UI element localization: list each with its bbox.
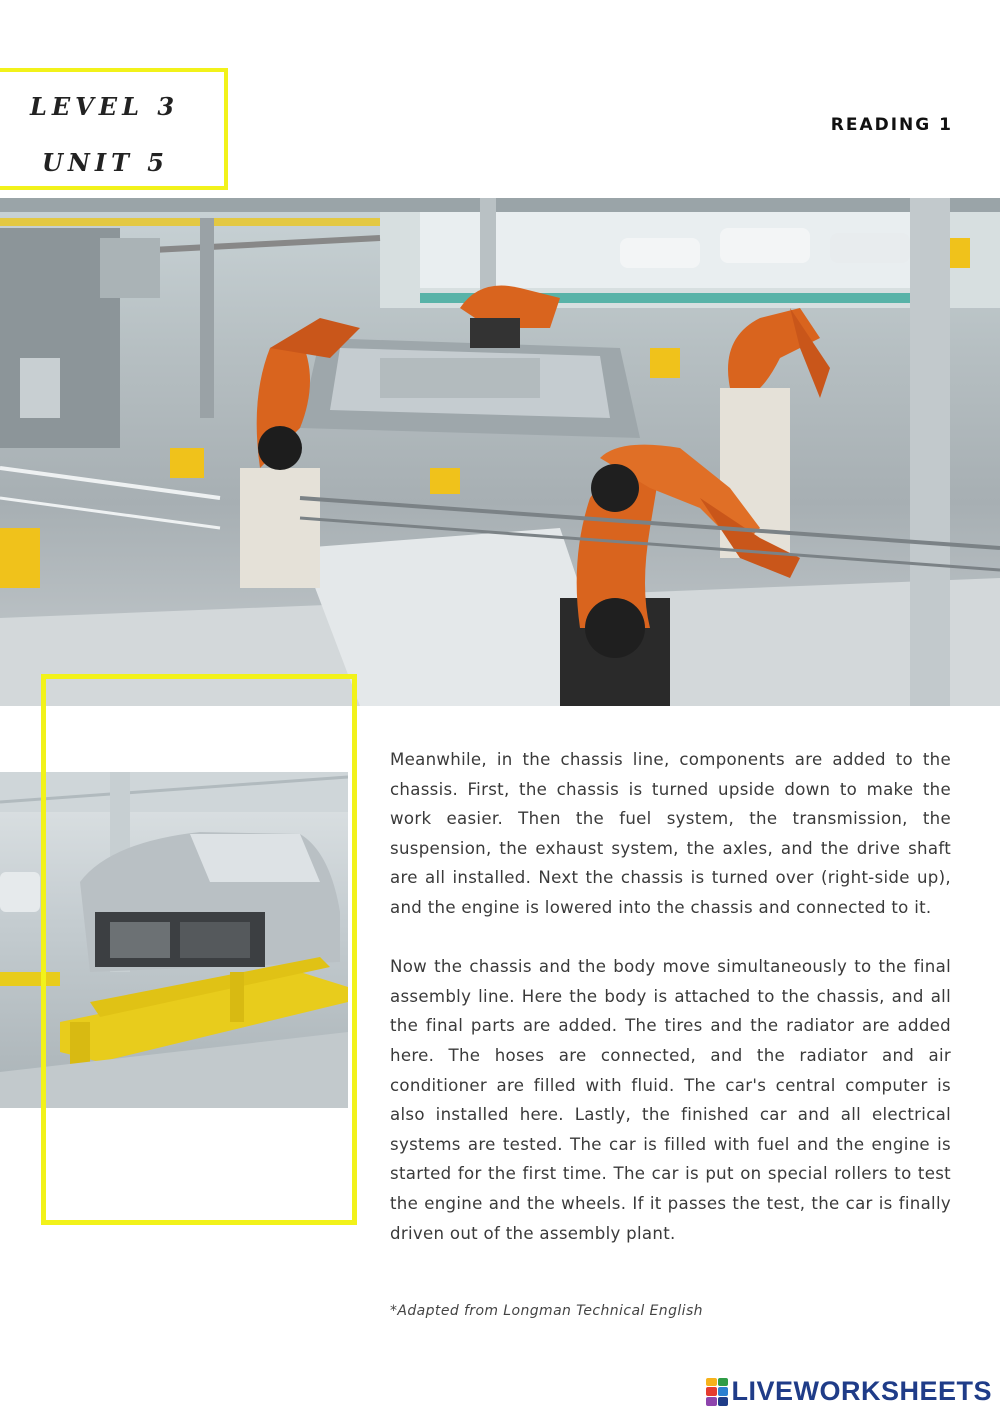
unit-label: UNIT 5 (42, 148, 170, 177)
level-label: LEVEL 3 (30, 92, 180, 121)
chassis-illustration (0, 772, 348, 1108)
factory-illustration (0, 198, 1000, 706)
article-body (390, 745, 951, 1278)
article-paragraph-2: Now the chassis and the body move simultaneously to the final assembly line. Here the body is attached to the chassis, and all the final parts are added. The tires and the radiator are added here. The hoses are connected, and the radiator and air conditioner are filled with fluid. The car's central computer is also installed here. Lastly, the finished car and all electrical systems are tested. The car is filled with fuel and the engine is started for the first time. The car is put on special rollers to test the engine and the wheels. If it passes the test, the car is finally driven out of the assembly plant. (390, 957, 951, 1243)
level-unit-box (0, 68, 228, 190)
source-note: *Adapted from Longman Technical English (390, 1303, 703, 1319)
liveworksheets-brand[interactable] (706, 1376, 992, 1407)
liveworksheets-logo-icon (706, 1378, 728, 1406)
chassis-assembly-image (0, 772, 348, 1108)
reading-label: READING 1 (830, 115, 953, 135)
article-paragraph-1: Meanwhile, in the chassis line, components are added to the chassis. First, the chassis is turned upside down to make the work easier. Then the fuel system, the transmission, the suspension, the exhaust system, the axles, and the drive shaft are all installed. Next the chassis is turned over (right-side up), and the engine is lowered into the chassis and connected to it. (390, 750, 951, 917)
brand-text: LIVEWORKSHEETS (731, 1376, 992, 1406)
factory-robots-image (0, 198, 1000, 706)
